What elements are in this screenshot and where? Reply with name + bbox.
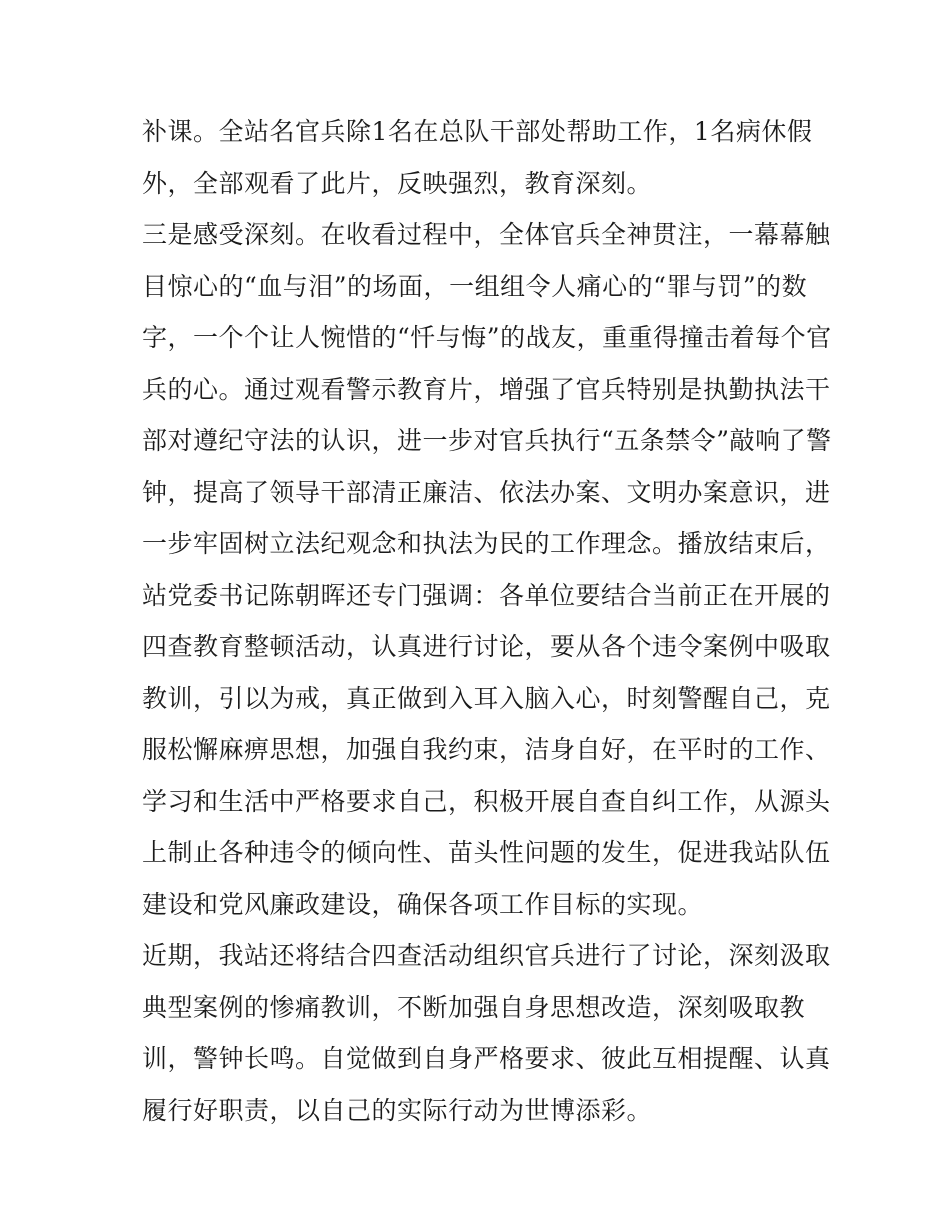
text-line: 学习和生活中严格要求自己，积极开展自查自纠工作，从源头 <box>142 786 831 816</box>
text-line: 上制止各种违令的倾向性、苗头性问题的发生，促进我站队伍 <box>142 838 831 867</box>
body-text <box>142 106 832 1136</box>
text-line: 服松懈麻痹思想，加强自我约束，洁身自好，在平时的工作、 <box>142 735 831 764</box>
text-line: 钟，提高了领导干部清正廉洁、依法办案、文明办案意识，进 <box>142 477 831 507</box>
text-line: 兵的心。通过观看警示教育片，增强了官兵特别是执勤执法干 <box>142 374 831 404</box>
text-line: 近期，我站还将结合四查活动组织官兵进行了讨论，深刻汲取 <box>142 941 831 970</box>
text-line: 训，警钟长鸣。自觉做到自身严格要求、彼此互相提醒、认真 <box>142 1044 831 1073</box>
text-line: 补课。全站名官兵除1名在总队干部处帮助工作，1名病休假 <box>142 117 813 146</box>
text-line: 典型案例的惨痛教训，不断加强自身思想改造，深刻吸取教 <box>142 992 806 1022</box>
text-line: 一步牢固树立法纪观念和执法为民的工作理念。播放结束后， <box>142 529 831 558</box>
text-line: 字，一个个让人惋惜的“忏与悔”的战友，重重得撞击着每个官 <box>142 323 832 352</box>
text-line: 站党委书记陈朝晖还专门强调：各单位要结合当前正在开展的 <box>142 580 831 610</box>
text-line: 建设和党风廉政建设，确保各项工作目标的实现。 <box>142 889 704 919</box>
text-line: 教训，引以为戒，真正做到入耳入脑入心，时刻警醒自己，克 <box>142 683 831 713</box>
text-line: 履行好职责，以自己的实际行动为世博添彩。 <box>142 1095 653 1125</box>
text-line: 三是感受深刻。在收看过程中，全体官兵全神贯注，一幕幕触 <box>142 220 831 249</box>
text-line: 四查教育整顿活动，认真进行讨论，要从各个违令案例中吸取 <box>142 632 831 661</box>
text-line: 目惊心的“血与泪”的场面，一组组令人痛心的“罪与罚”的数 <box>142 271 808 301</box>
text-line: 部对遵纪守法的认识，进一步对官兵执行“五条禁令”敲响了警 <box>142 426 832 455</box>
text-line: 外，全部观看了此片，反映强烈，教育深刻。 <box>142 168 653 198</box>
